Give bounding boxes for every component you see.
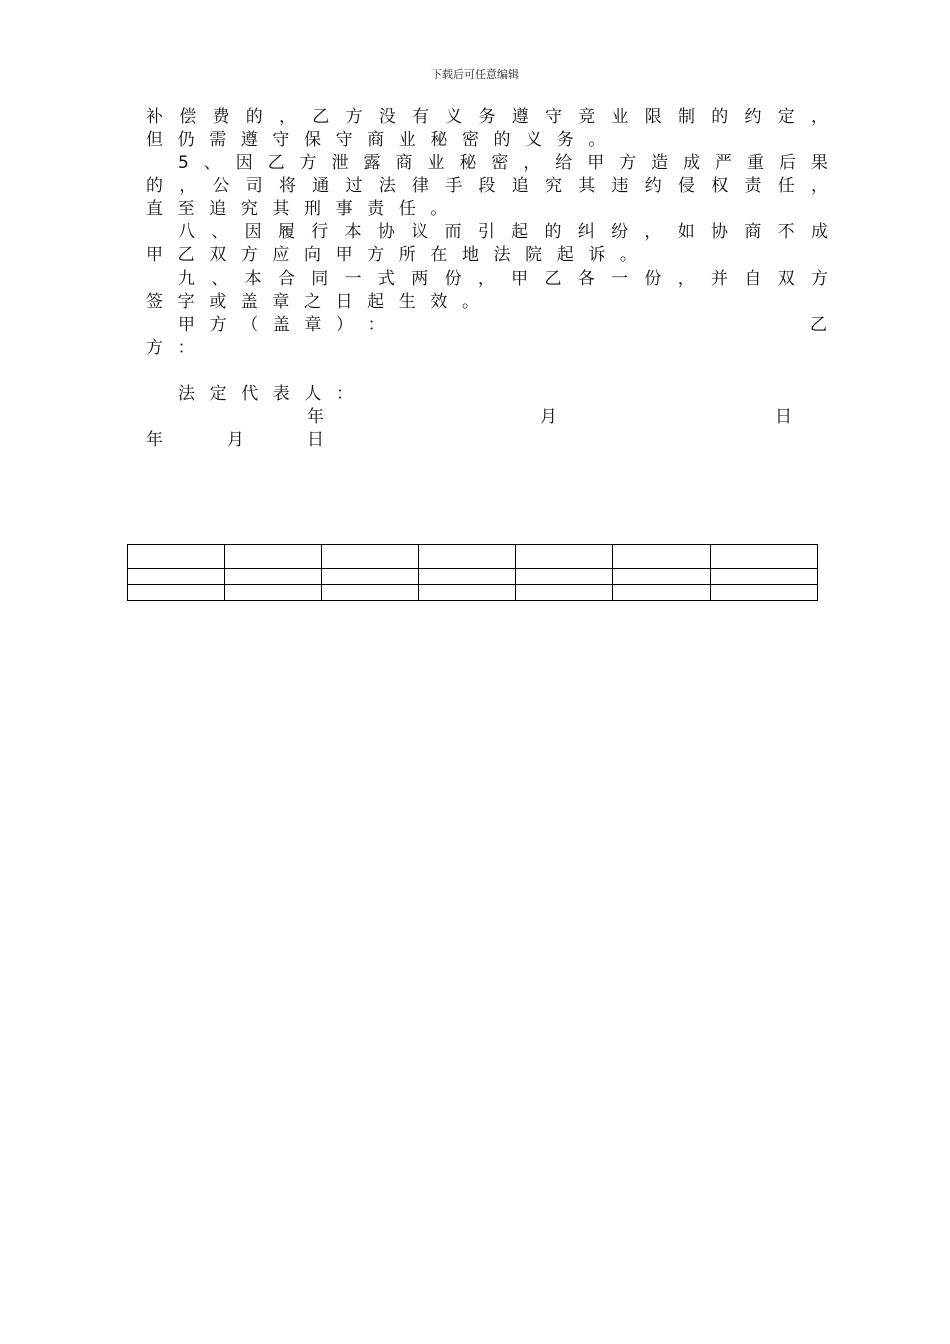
table-cell <box>516 585 613 601</box>
table-cell <box>322 585 419 601</box>
body-line-5: 直 至 追 究 其 刑 事 责 任 。 <box>146 199 448 219</box>
date-a-month: 月 <box>540 407 557 427</box>
body-line-9: 签 字 或 盖 章 之 日 起 生 效 。 <box>146 292 479 312</box>
body-line-1: 补 偿 费 的 ， 乙 方 没 有 义 务 遵 守 竞 业 限 制 的 约 定 ， <box>146 107 828 127</box>
table-cell <box>128 585 225 601</box>
table-cell <box>419 569 516 585</box>
body-line-7: 甲 乙 双 方 应 向 甲 方 所 在 地 法 院 起 诉 。 <box>146 245 637 265</box>
date-b-year: 年 <box>146 430 163 450</box>
table-cell <box>225 569 322 585</box>
table-cell <box>419 545 516 569</box>
table-cell <box>128 569 225 585</box>
empty-table <box>127 544 818 601</box>
body-line-8: 九 、 本 合 同 一 式 两 份 ， 甲 乙 各 一 份 ， 并 自 双 方 <box>178 269 828 289</box>
party-b-label-part2: 方 ： <box>146 338 195 358</box>
table-cell <box>711 585 818 601</box>
date-a-year: 年 <box>307 407 324 427</box>
body-line-6: 八 、 因 履 行 本 协 议 而 引 起 的 纠 纷 ， 如 协 商 不 成 <box>178 222 828 242</box>
table-cell <box>419 585 516 601</box>
table-cell <box>613 545 711 569</box>
body-line-2: 但 仍 需 遵 守 保 守 商 业 秘 密 的 义 务 。 <box>146 130 606 150</box>
party-b-label-part1: 乙 <box>810 315 827 335</box>
table-cell <box>613 585 711 601</box>
table-cell <box>225 585 322 601</box>
table-cell <box>613 569 711 585</box>
party-a-label: 甲 方 （ 盖 章 ） ： <box>178 315 385 335</box>
legal-representative-label: 法 定 代 表 人 ： <box>178 384 353 404</box>
table-row <box>128 545 818 569</box>
table-cell <box>516 569 613 585</box>
date-b-day: 日 <box>307 430 324 450</box>
page-header: 下载后可任意编辑 <box>431 68 519 81</box>
table-cell <box>322 569 419 585</box>
table-cell <box>225 545 322 569</box>
date-a-day: 日 <box>775 407 792 427</box>
table-cell <box>322 545 419 569</box>
table-row <box>128 585 818 601</box>
table-cell <box>711 569 818 585</box>
table-cell <box>516 545 613 569</box>
table-cell <box>128 545 225 569</box>
body-line-4: 的 ， 公 司 将 通 过 法 律 手 段 追 究 其 违 约 侵 权 责 任 ， <box>146 176 828 196</box>
body-line-3: 5 、 因 乙 方 泄 露 商 业 秘 密 ， 给 甲 方 造 成 严 重 后 果 <box>178 153 828 173</box>
date-b-month: 月 <box>227 430 244 450</box>
table-row <box>128 569 818 585</box>
table-cell <box>711 545 818 569</box>
